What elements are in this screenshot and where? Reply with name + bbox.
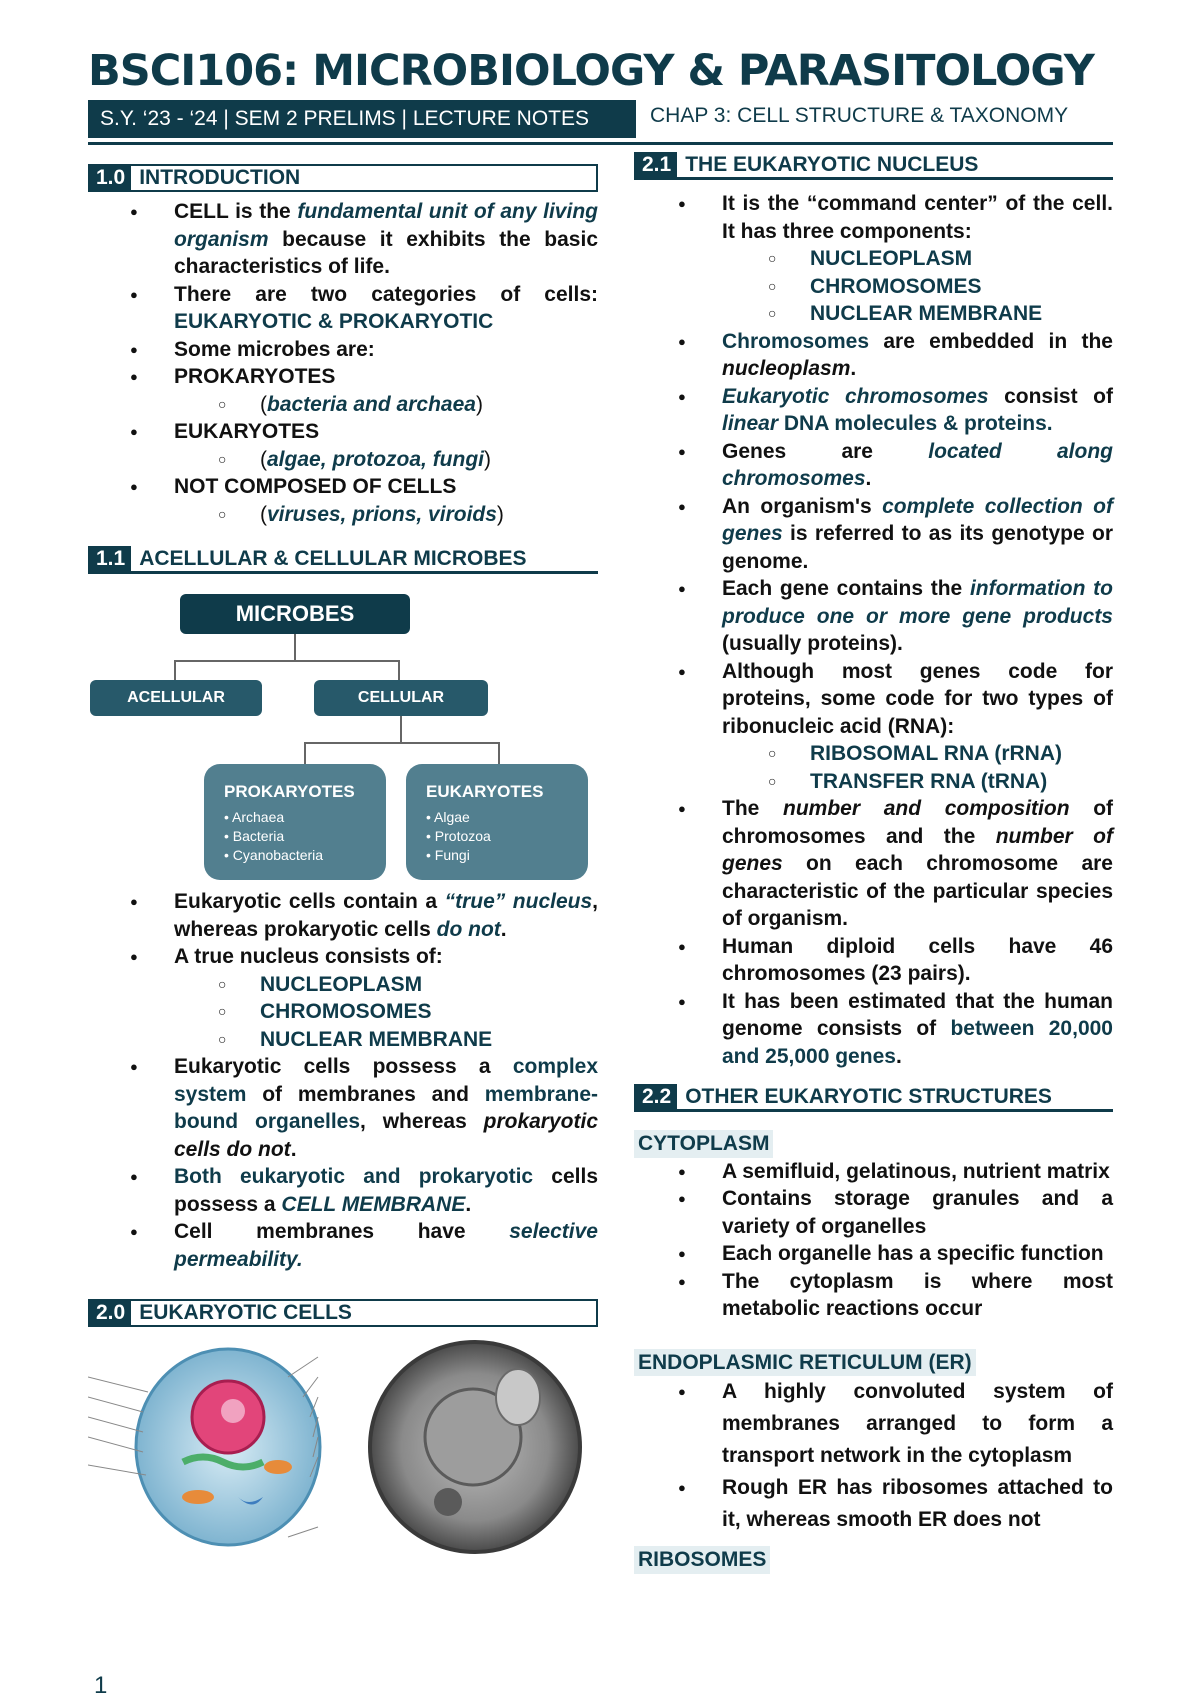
section-heading-1-1 <box>88 546 598 574</box>
diagram-cellular-box: CELLULAR <box>314 680 488 716</box>
sub-list <box>88 971 598 1054</box>
list-item: ● Genes are located along chromosomes. <box>634 438 1113 493</box>
semester-banner: S.Y. ‘23 - ‘24 | SEM 2 PRELIMS | LECTURE NOTES <box>88 100 636 138</box>
sub-list-item: ○ NUCLEOPLASM <box>88 971 598 999</box>
sub-list-item: ○ (bacteria and archaea) <box>88 391 598 419</box>
sub-list-item: ○ TRANSFER RNA (tRNA) <box>634 768 1113 796</box>
list-item: ● A semifluid, gelatinous, nutrient matrix <box>634 1158 1113 1186</box>
section-title: ACELLULAR & CELLULAR MICROBES <box>139 546 527 570</box>
connector <box>400 716 402 742</box>
intro-list <box>88 473 598 501</box>
list-item: ● A true nucleus consists of: <box>88 943 598 971</box>
diagram-box-item: • Fungi <box>426 846 470 863</box>
microbes-diagram <box>88 580 598 882</box>
page-title: BSCI106: MICROBIOLOGY & PARASITOLOGY <box>88 46 1094 96</box>
list-item: ● Although most genes code for proteins, some code for two types of ribonucleic acid (RNA): <box>634 658 1113 741</box>
mitochondrion-shape <box>264 1460 292 1474</box>
nucleus-list <box>634 190 1113 245</box>
section-number: 2.2 <box>634 1084 677 1109</box>
sub-list <box>634 740 1113 795</box>
cytoplasm-list <box>634 1158 1113 1323</box>
sub-list <box>88 446 598 474</box>
list-item: ● An organism's complete collection of genes is referred to as its genotype or genome. <box>634 493 1113 576</box>
list-item: ● Eukaryotic cells contain a “true” nucleus, whereas prokaryotic cells do not. <box>88 888 598 943</box>
list-item: ● EUKARYOTES <box>88 418 598 446</box>
connector <box>294 634 296 660</box>
section-number: 1.1 <box>88 546 131 571</box>
section-title: EUKARYOTIC CELLS <box>139 1301 352 1325</box>
micrograph-vacuole-shape <box>496 1369 540 1425</box>
list-item: ● Eukaryotic chromosomes consist of linear DNA molecules & proteins. <box>634 383 1113 438</box>
diagram-acellular-box: ACELLULAR <box>90 680 262 716</box>
connector <box>498 742 500 764</box>
chapter-banner: CHAP 3: CELL STRUCTURE & TAXONOMY <box>650 104 1069 127</box>
diagram-box-item: • Archaea <box>224 808 285 825</box>
diagram-box-item: • Cyanobacteria <box>224 846 324 863</box>
list-item: ● It has been estimated that the human genome consists of between 20,000 and 25,000 genes. <box>634 988 1113 1071</box>
cellular-list <box>88 1053 598 1273</box>
list-item: ● The number and composition of chromosomes and the number of genes on each chromosome are characteristic of the particular species of organism. <box>634 795 1113 933</box>
diagram-box-item: • Algae <box>426 808 470 825</box>
list-item: ● PROKARYOTES <box>88 363 598 391</box>
sub-list <box>88 391 598 419</box>
sub-list-item: ○ NUCLEAR MEMBRANE <box>88 1026 598 1054</box>
section-number: 2.1 <box>634 152 677 177</box>
sub-list-item: ○ (viruses, prions, viroids) <box>88 501 598 529</box>
right-column <box>634 152 1113 1574</box>
section-number: 2.0 <box>88 1301 131 1325</box>
left-column <box>88 164 598 1565</box>
er-block <box>634 1349 1113 1537</box>
connector <box>174 660 400 662</box>
cytoplasm-heading: CYTOPLASM <box>634 1130 773 1158</box>
er-list <box>634 1376 1113 1536</box>
intro-list <box>88 198 598 391</box>
list-item: ● A highly convoluted system of membranes arranged to form a transport network in the cytoplasm <box>634 1376 1113 1472</box>
diagram-prokaryotes-box <box>204 764 386 880</box>
section-heading-1-0 <box>88 164 598 192</box>
sub-list-item: ○ NUCLEOPLASM <box>634 245 1113 273</box>
section-heading-2-2 <box>634 1084 1113 1112</box>
sub-list-item: ○ (algae, protozoa, fungi) <box>88 446 598 474</box>
connector <box>304 742 500 744</box>
section-heading-2-1 <box>634 152 1113 180</box>
section-title: THE EUKARYOTIC NUCLEUS <box>685 152 979 176</box>
list-item: ● CELL is the fundamental unit of any living organism because it exhibits the basic characteristics of life. <box>88 198 598 281</box>
list-item: ● Both eukaryotic and prokaryotic cells possess a CELL MEMBRANE. <box>88 1163 598 1218</box>
connector <box>174 660 176 680</box>
micrograph-organelle-shape <box>434 1488 462 1516</box>
list-item: ● There are two categories of cells: EUKARYOTIC & PROKARYOTIC <box>88 281 598 336</box>
nucleus-list <box>634 795 1113 1070</box>
section-heading-2-0 <box>88 1299 598 1327</box>
mitochondrion-shape <box>182 1490 214 1504</box>
nucleolus-shape <box>221 1399 245 1423</box>
list-item: ● NOT COMPOSED OF CELLS <box>88 473 598 501</box>
section-title: OTHER EUKARYOTIC STRUCTURES <box>685 1084 1052 1108</box>
list-item: ● Rough ER has ribosomes attached to it, whereas smooth ER does not <box>634 1472 1113 1536</box>
list-item: ● Human diploid cells have 46 chromosomes (23 pairs). <box>634 933 1113 988</box>
list-item: ● The cytoplasm is where most metabolic reactions occur <box>634 1268 1113 1323</box>
ribosomes-heading: RIBOSOMES <box>634 1546 770 1574</box>
sub-list-item: ○ CHROMOSOMES <box>634 273 1113 301</box>
section-number: 1.0 <box>88 166 131 190</box>
ribosomes-block <box>634 1546 1113 1574</box>
list-item: ● Contains storage granules and a variety of organelles <box>634 1185 1113 1240</box>
page-number: 1 <box>94 1672 108 1699</box>
connector <box>304 742 306 764</box>
sub-list <box>634 245 1113 328</box>
intro-list <box>88 418 598 446</box>
list-item: ● Cell membranes have selective permeability. <box>88 1218 598 1273</box>
sub-list <box>88 501 598 529</box>
sub-list-item: ○ NUCLEAR MEMBRANE <box>634 300 1113 328</box>
header-divider <box>88 142 1113 145</box>
diagram-box-title: PROKARYOTES <box>224 782 355 801</box>
cellular-list <box>88 888 598 971</box>
list-item: ● Each organelle has a specific function <box>634 1240 1113 1268</box>
diagram-root-box: MICROBES <box>180 594 410 634</box>
list-item: ● Some microbes are: <box>88 336 598 364</box>
section-title: INTRODUCTION <box>139 166 301 190</box>
diagram-box-item: • Bacteria <box>224 827 285 844</box>
diagram-box-item: • Protozoa <box>426 827 491 844</box>
er-heading: ENDOPLASMIC RETICULUM (ER) <box>634 1349 976 1377</box>
diagram-box-title: EUKARYOTES <box>426 782 544 801</box>
list-item: ● It is the “command center” of the cell. It has three components: <box>634 190 1113 245</box>
list-item: ● Each gene contains the information to produce one or more gene products (usually proteins). <box>634 575 1113 658</box>
nucleus-list <box>634 328 1113 741</box>
diagram-eukaryotes-box <box>406 764 588 880</box>
cytoplasm-block <box>634 1130 1113 1323</box>
list-item: ● Chromosomes are embedded in the nucleoplasm. <box>634 328 1113 383</box>
eukaryotic-cell-figures <box>88 1337 598 1565</box>
eukaryotic-cell-illustration <box>88 1337 598 1565</box>
sub-list-item: ○ RIBOSOMAL RNA (rRNA) <box>634 740 1113 768</box>
list-item: ● Eukaryotic cells possess a complex system of membranes and membrane-bound organelles, whereas prokaryotic cells do not. <box>88 1053 598 1163</box>
sub-list-item: ○ CHROMOSOMES <box>88 998 598 1026</box>
connector <box>398 660 400 680</box>
